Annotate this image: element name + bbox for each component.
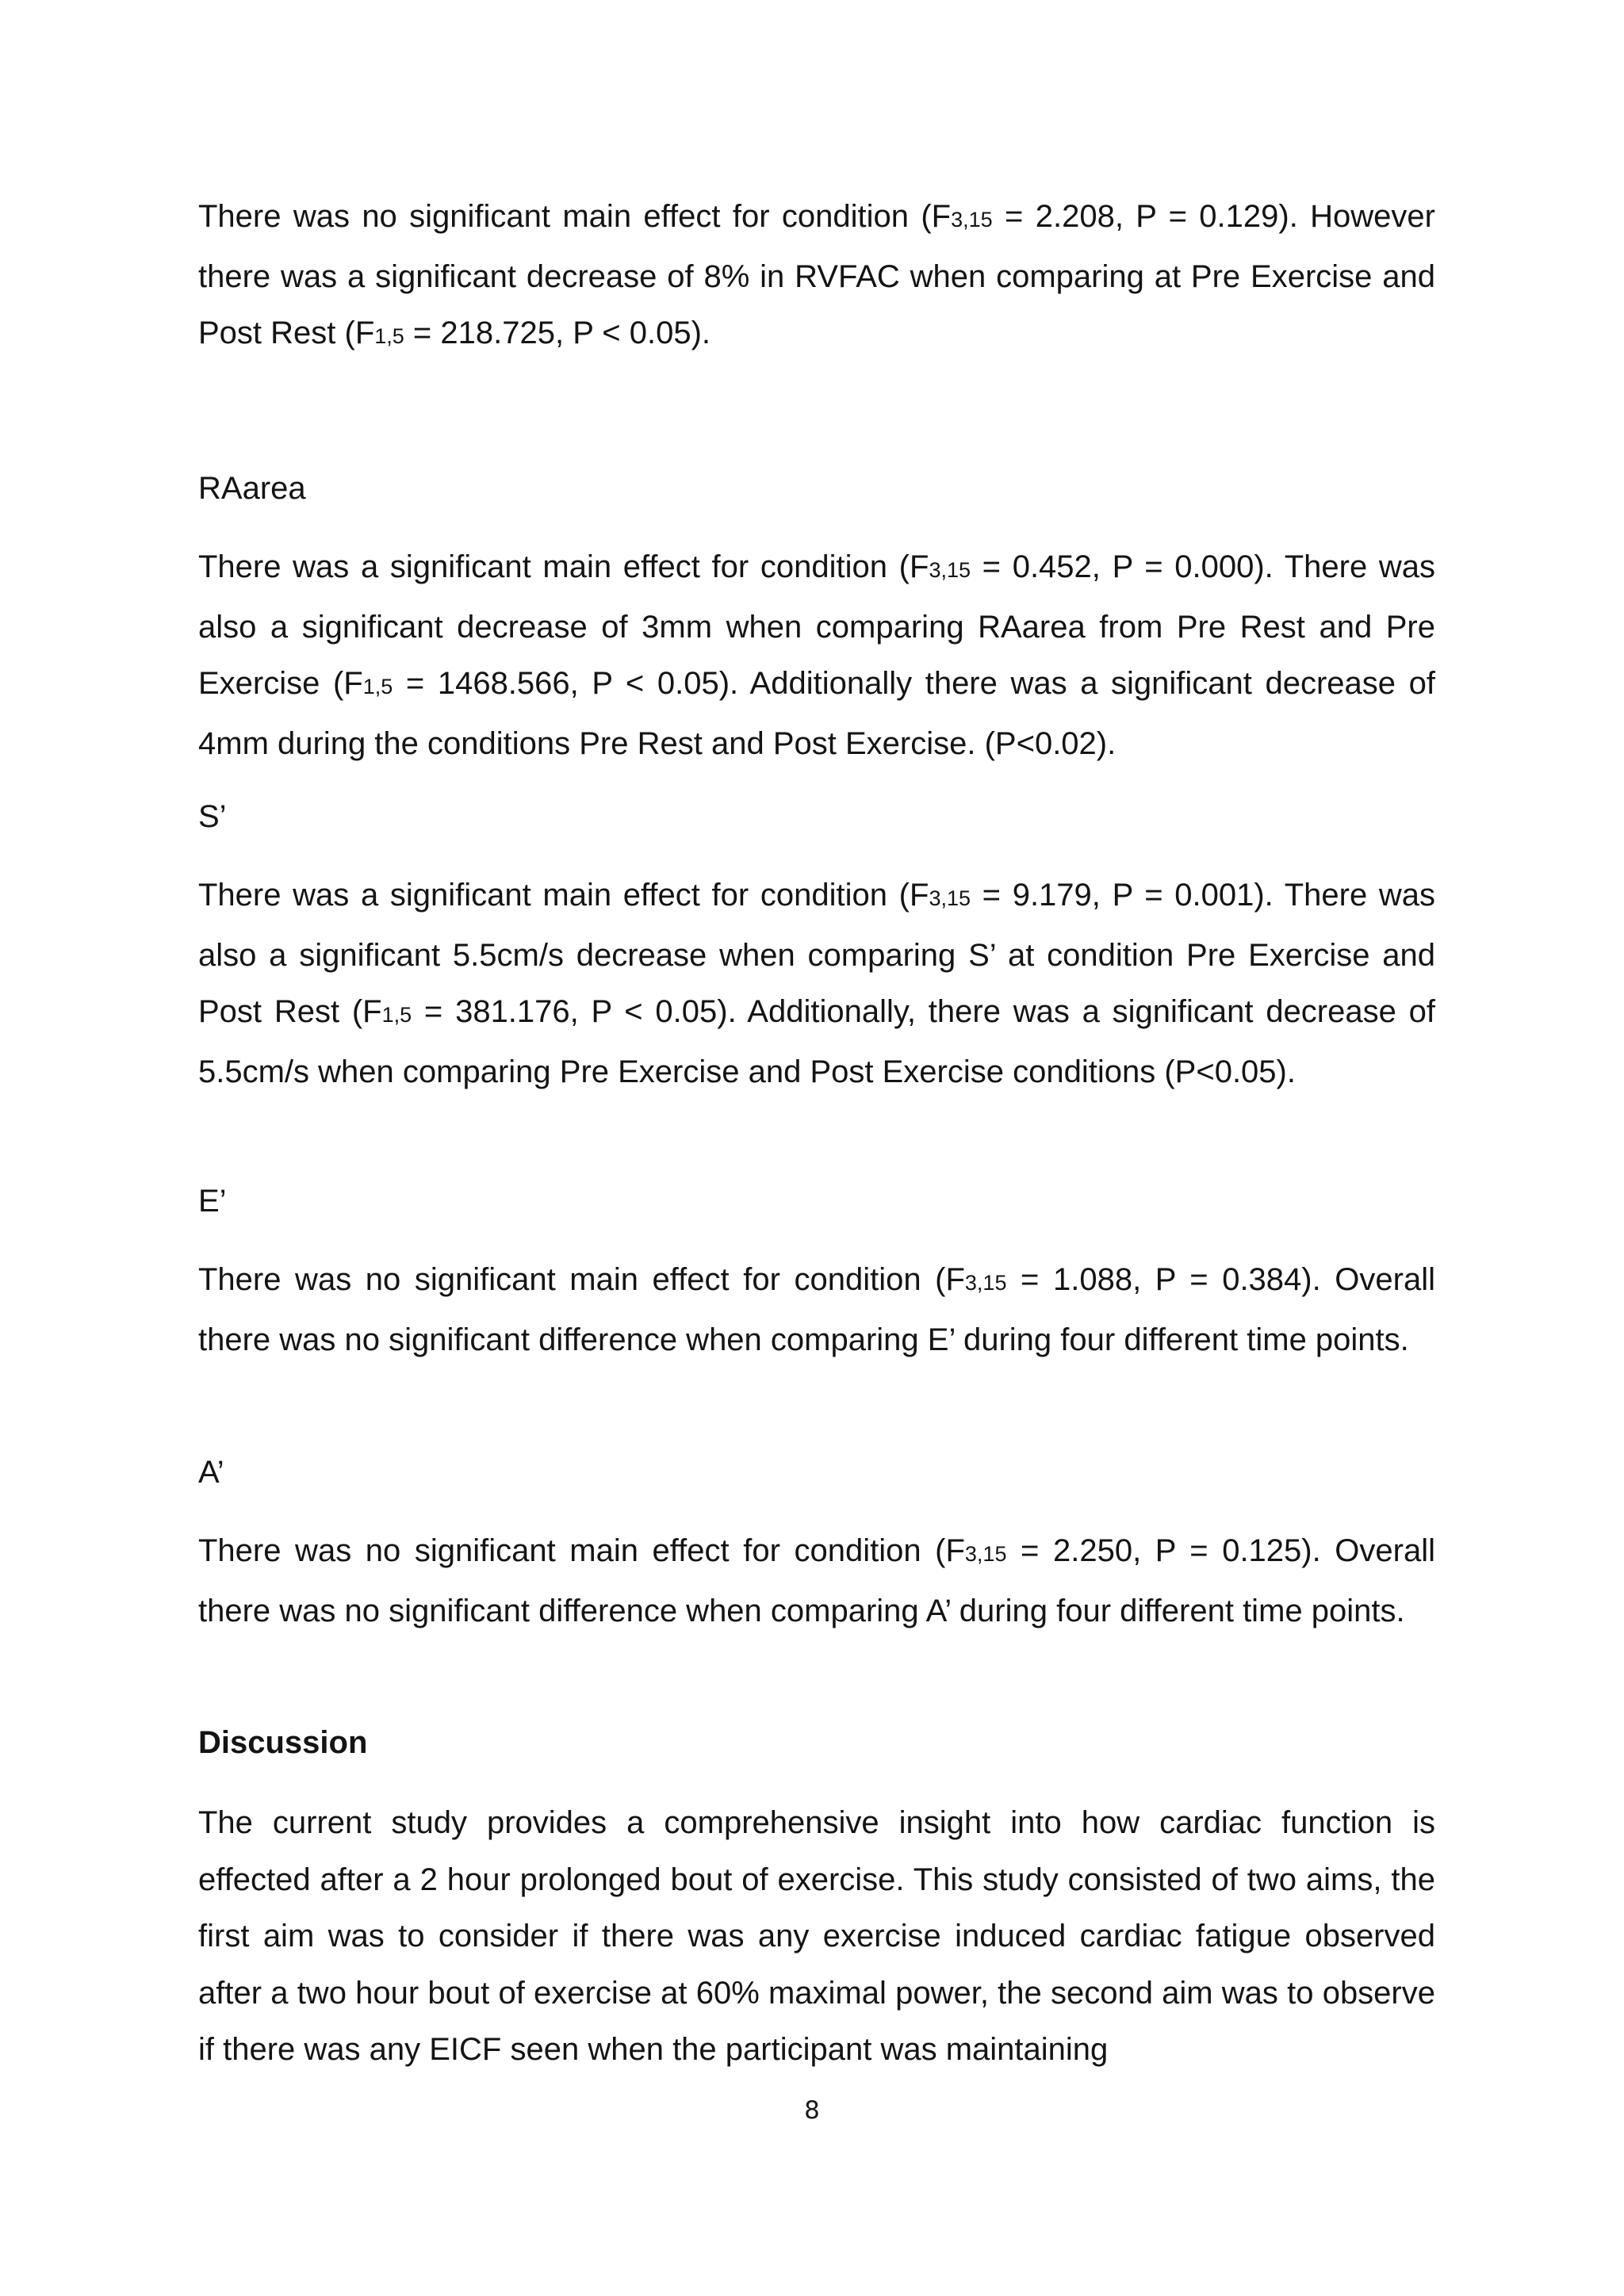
text-run: There was a significant main effect for condition (F (198, 549, 929, 584)
discussion-heading: Discussion (198, 1725, 368, 1760)
text-run: = 381.176, P < 0.05). Additionally, there was a significant decrease of 5.5cm/s when comparing Pre Exercise and Post Exercise conditions (P<0.05). (198, 994, 1436, 1089)
text-run: = 1468.566, P < 0.05). Additionally there was a significant decrease of 4mm during the conditions Pre Rest and Post Exercise. (P<0.02). (198, 666, 1436, 761)
degrees-of-freedom: 1,5 (374, 324, 404, 348)
s-prime-heading: S’ (198, 799, 227, 834)
text-run: = 2.250, P = 0.125). Overall there was no significant difference when comparing A’ during four different time points. (198, 1533, 1435, 1628)
degrees-of-freedom: 3,15 (964, 1542, 1007, 1566)
discussion-paragraph: The current study provides a comprehensive insight into how cardiac function is effected after a 2 hour prolonged bout of exercise. This study consisted of two aims, the first aim was to consider if there was any exercise induced cardiac fatigue observed after a two hour bout of exercise at 60% maximal power, the second aim was to observe if there was any EICF seen when the participant was maintaining (198, 1805, 1435, 2067)
degrees-of-freedom: 3,15 (929, 886, 971, 910)
text-run: = 9.179, P = 0.001). There was also a significant 5.5cm/s decrease when comparing S’ at condition Pre Exercise and Post Rest (F (198, 878, 1435, 1029)
text-run: = 1.088, P = 0.384). Overall there was no significant difference when comparing E’ during four different time points. (198, 1262, 1435, 1357)
e-prime-results-paragraph (198, 1252, 1435, 1368)
a-prime-heading: A’ (198, 1455, 224, 1490)
degrees-of-freedom: 1,5 (381, 1003, 412, 1027)
degrees-of-freedom: 3,15 (964, 1271, 1007, 1295)
degrees-of-freedom: 1,5 (362, 675, 393, 698)
text-run: = 218.725, P < 0.05). (404, 316, 711, 350)
text-run: There was a significant main effect for condition (F (198, 878, 929, 913)
rvfac-results-paragraph (198, 189, 1435, 365)
e-prime-heading: E’ (198, 1184, 227, 1219)
a-prime-results-paragraph (198, 1523, 1435, 1640)
text-run: There was no significant main effect for condition (F (198, 1533, 965, 1568)
text-run: There was no significant main effect for condition (F (198, 199, 952, 234)
raarea-heading: RAarea (198, 471, 306, 506)
raarea-results-paragraph (198, 539, 1435, 772)
s-prime-results-paragraph (198, 867, 1435, 1100)
text-run: = 2.208, P = 0.129). However there was a significant decrease of 8% in RVFAC when comparing at Pre Exercise and Post Rest (F (198, 199, 1435, 350)
text-run: = 0.452, P = 0.000). There was also a significant decrease of 3mm when comparing RAarea from Pre Rest and Pre Exercise (F (198, 549, 1435, 701)
text-run: There was no significant main effect for condition (F (198, 1262, 965, 1297)
degrees-of-freedom: 3,15 (951, 208, 993, 232)
degrees-of-freedom: 3,15 (929, 558, 971, 582)
page-number: 8 (804, 2096, 820, 2125)
